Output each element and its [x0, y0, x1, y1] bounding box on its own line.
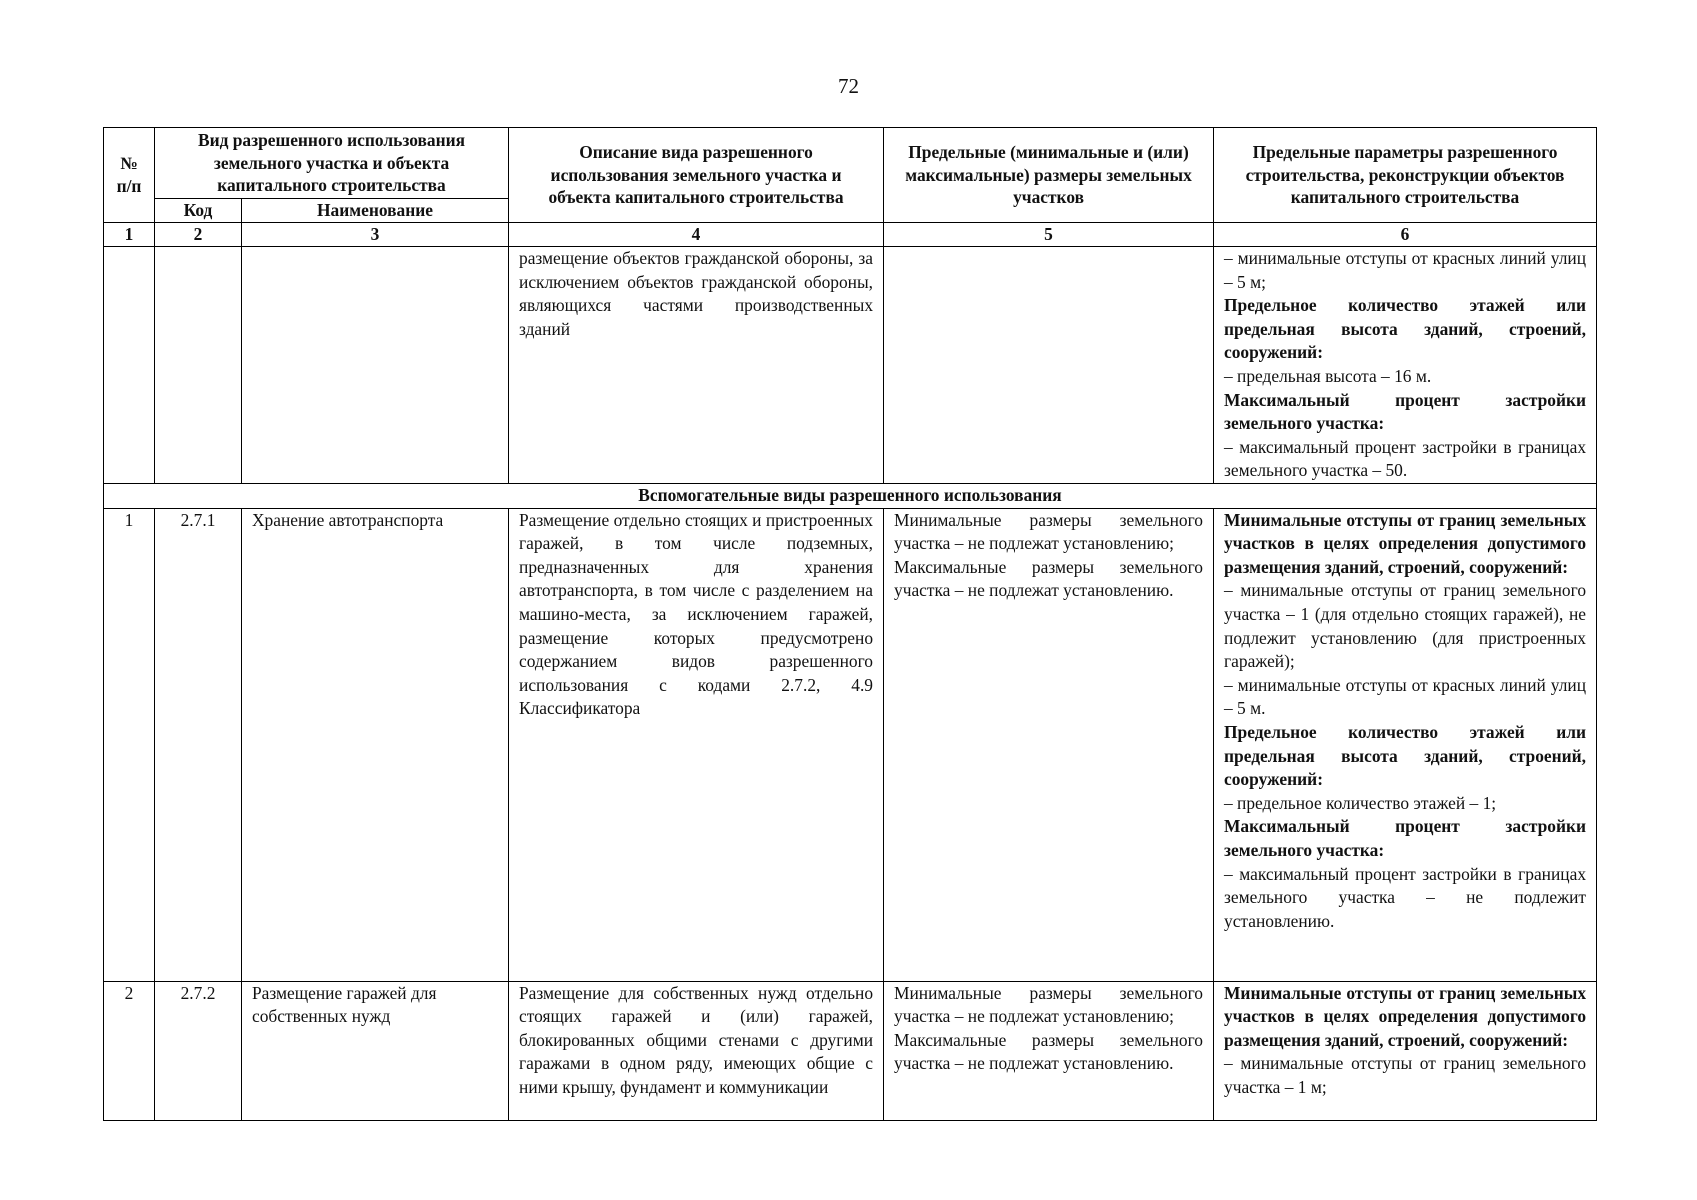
param-heading: Максимальный процент застройки земельного участка:	[1224, 816, 1587, 860]
cell-num: 1	[104, 508, 155, 981]
param-line: – минимальные отступы от границ земельного участка – 1 м;	[1224, 1053, 1587, 1098]
cell-code: 2.7.2	[155, 981, 242, 1120]
header-type: Вид разрешенного использования земельного участка и объекта капитального строительства	[155, 128, 509, 199]
column-number: 5	[884, 222, 1214, 247]
column-number: 6	[1214, 222, 1597, 247]
column-numbers-row	[104, 222, 1597, 247]
cell-name	[242, 247, 509, 484]
column-number: 2	[155, 222, 242, 247]
table-row	[104, 981, 1597, 1120]
section-title: Вспомогательные виды разрешенного использования	[104, 484, 1597, 509]
header-num: № п/п	[104, 128, 155, 223]
param-line: – минимальные отступы от границ земельного участка – 1 (для отдельно стоящих гаражей), не подлежит установлению (для пристроенных гаражей);	[1224, 580, 1587, 672]
cell-description: Размещение отдельно стоящих и пристроенных гаражей, в том числе подземных, предназначенных для хранения автотранспорта, в том числе с разделением на машино-места, за исключением гаражей, размещение которых предусмотрено содержанием видов разрешенного использования с кодами 2.7.2, 4.9 Классификатора	[509, 508, 884, 981]
cell-params	[1214, 981, 1597, 1120]
section-row	[104, 484, 1597, 509]
cell-name: Хранение автотранспорта	[242, 508, 509, 981]
column-number: 4	[509, 222, 884, 247]
size-line: Минимальные размеры земельного участка – не подлежат установлению;	[894, 509, 1204, 554]
cell-num	[104, 247, 155, 484]
param-heading: Минимальные отступы от границ земельных участков в целях определения допустимого размещения зданий, строений, сооружений:	[1224, 982, 1587, 1050]
param-heading: Предельное количество этажей или предельная высота зданий, строений, сооружений:	[1224, 722, 1587, 790]
cell-code	[155, 247, 242, 484]
header-name: Наименование	[242, 199, 509, 223]
cell-sizes	[884, 247, 1214, 484]
column-number: 1	[104, 222, 155, 247]
header-sizes: Предельные (минимальные и (или) максимальные) размеры земельных участков	[884, 128, 1214, 223]
param-heading: Максимальный процент застройки земельного участка:	[1224, 389, 1587, 434]
header-params: Предельные параметры разрешенного строительства, реконструкции объектов капитального строительства	[1214, 128, 1597, 223]
size-line: Максимальные размеры земельного участка – не подлежат установлению.	[894, 556, 1204, 601]
size-line: Максимальные размеры земельного участка – не подлежат установлению.	[894, 1029, 1204, 1074]
param-line: – максимальный процент застройки в границах земельного участка – 50.	[1224, 436, 1587, 481]
column-number: 3	[242, 222, 509, 247]
param-line: – предельная высота – 16 м.	[1224, 366, 1432, 387]
size-line: Минимальные размеры земельного участка – не подлежат установлению;	[894, 982, 1204, 1027]
header-row	[104, 128, 1597, 199]
param-heading: Минимальные отступы от границ земельных участков в целях определения допустимого размещения зданий, строений, сооружений:	[1224, 509, 1587, 577]
param-line: – минимальные отступы от красных линий улиц – 5 м.	[1224, 674, 1587, 719]
param-line: – минимальные отступы от красных линий улиц – 5 м;	[1224, 248, 1587, 292]
cell-name: Размещение гаражей для собственных нужд	[242, 981, 509, 1120]
cell-num: 2	[104, 981, 155, 1120]
header-code: Код	[155, 199, 242, 223]
cell-description: Размещение для собственных нужд отдельно стоящих гаражей и (или) гаражей, блокированных общими стенами с другими гаражами в одном ряду, имеющих общие с ними крышу, фундамент и коммуникации	[509, 981, 884, 1120]
param-heading: Предельное количество этажей или предельная высота зданий, строений, сооружений:	[1224, 295, 1587, 363]
header-description: Описание вида разрешенного использования земельного участка и объекта капитального строительства	[509, 128, 884, 223]
cell-sizes	[884, 508, 1214, 981]
param-line: – максимальный процент застройки в границах земельного участка – не подлежит установлению.	[1224, 863, 1587, 931]
table-row-continuation	[104, 247, 1597, 484]
page-number: 72	[838, 74, 859, 98]
regulations-table	[103, 127, 1597, 1121]
cell-params	[1214, 508, 1597, 981]
cell-description: размещение объектов гражданской обороны, за исключением объектов гражданской обороны, являющихся частями производственных зданий	[509, 247, 884, 484]
cell-sizes	[884, 981, 1214, 1120]
param-line: – предельное количество этажей – 1;	[1224, 792, 1497, 813]
table-row	[104, 508, 1597, 981]
cell-code: 2.7.1	[155, 508, 242, 981]
cell-params	[1214, 247, 1597, 484]
